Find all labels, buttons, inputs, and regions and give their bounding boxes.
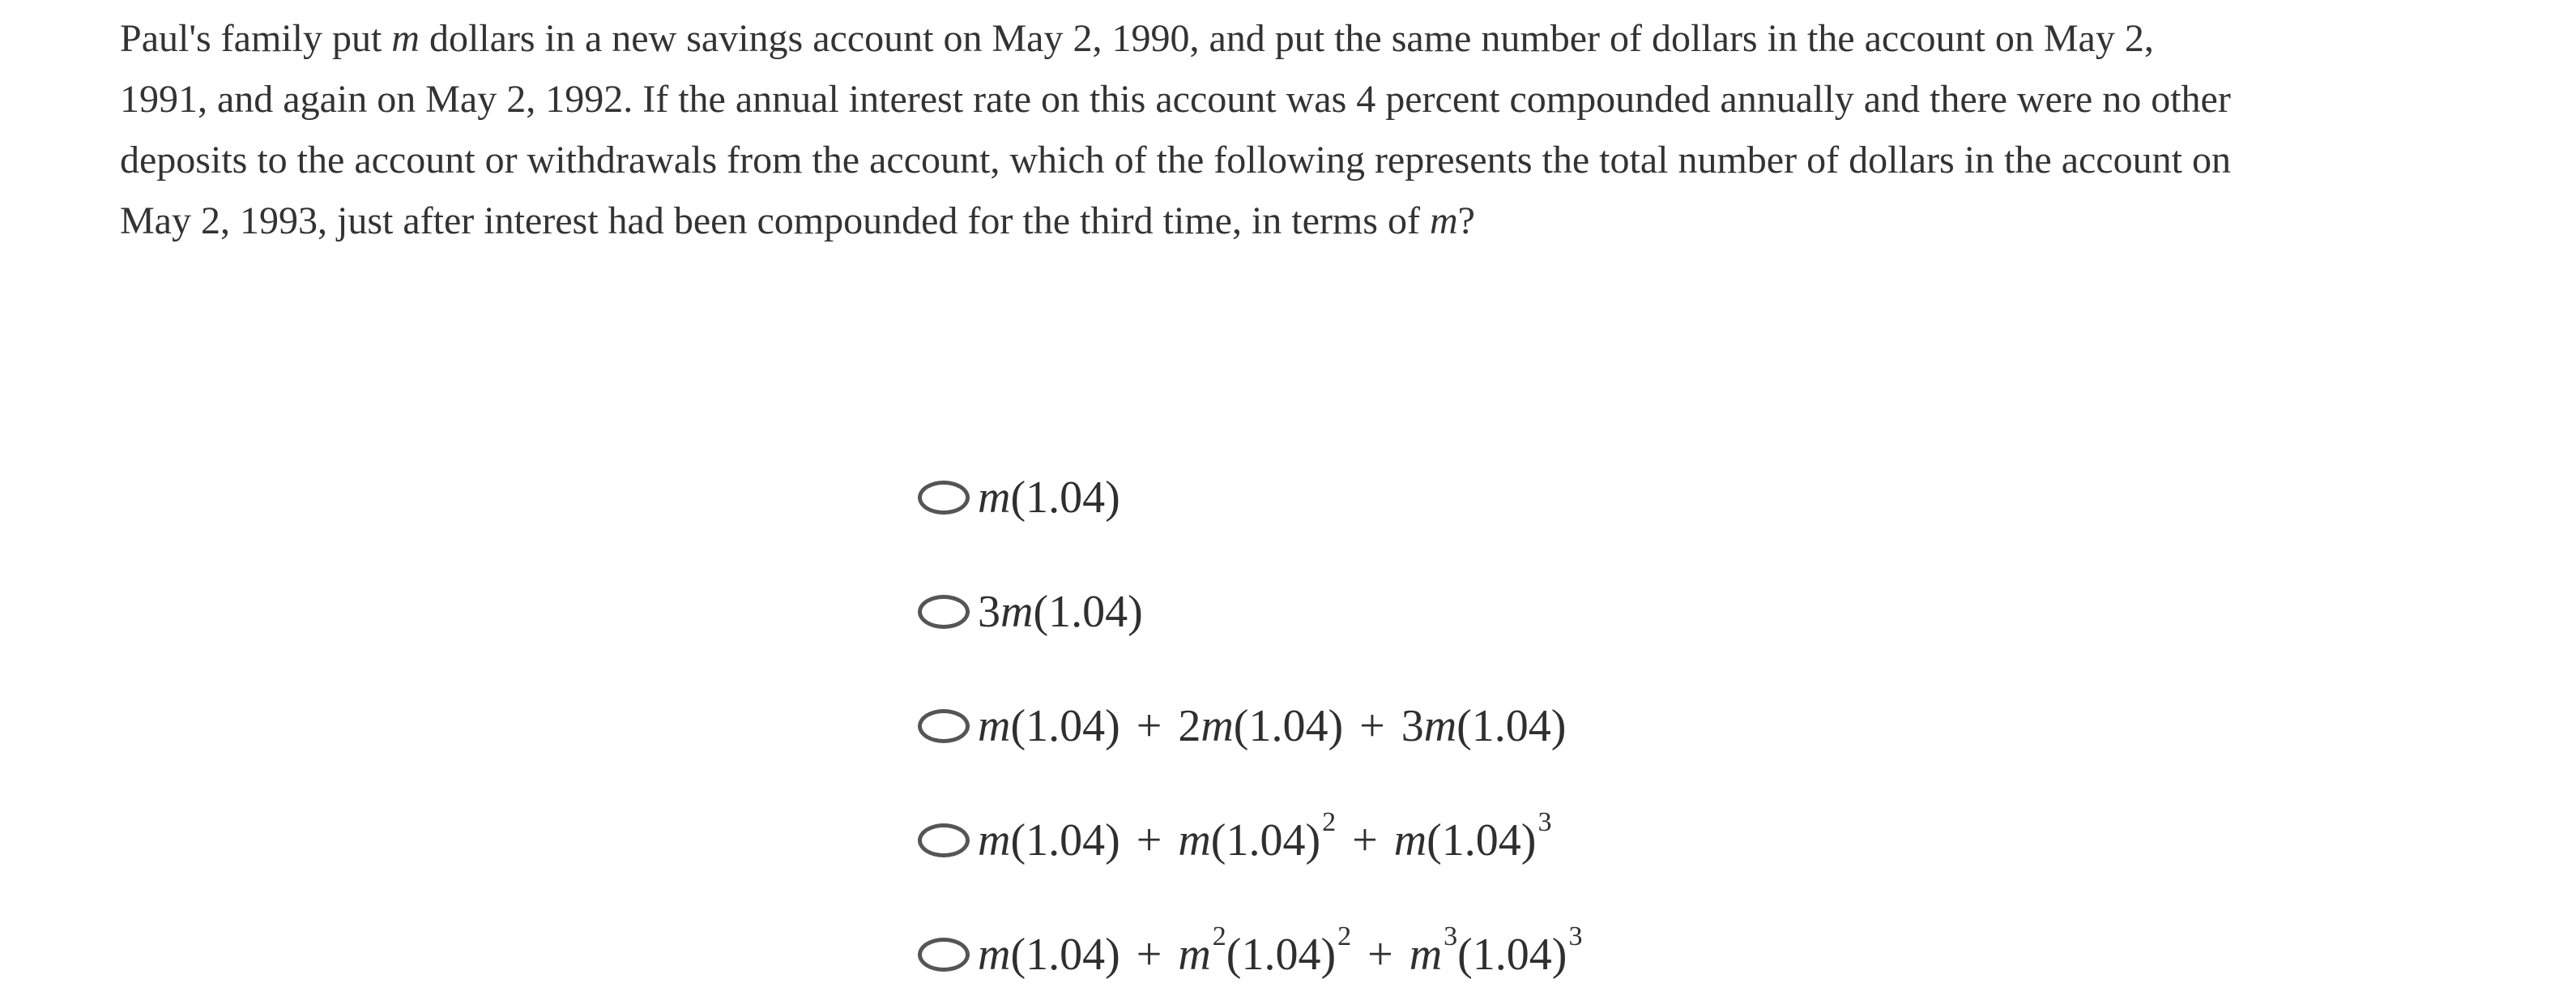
- radio-button-icon[interactable]: [918, 595, 970, 629]
- answer-option-2[interactable]: [918, 583, 1582, 641]
- option-expression-5: $m(1.04) + m^2(1.04)^2 + m^3(1.04)^3$: [978, 921, 1583, 980]
- radio-button-icon[interactable]: [918, 823, 970, 857]
- answer-option-1[interactable]: [918, 468, 1582, 527]
- question-line-3: deposits to the account or withdrawals from the account, which of the following represents the total number of dollars in the account on: [120, 139, 2231, 182]
- question-text: [120, 8, 2518, 251]
- answer-option-4[interactable]: [918, 807, 1582, 870]
- question-line-4: May 2, 1993, just after interest had been compounded for the third time, in terms of m?: [120, 199, 1475, 242]
- radio-button-icon[interactable]: [918, 938, 970, 972]
- option-expression-2: 3m(1.04): [978, 587, 1143, 637]
- answer-option-3[interactable]: [918, 697, 1582, 755]
- question-line-1: Paul's family put m dollars in a new savings account on May 2, 1990, and put the same number of dollars in the account on May 2,: [120, 17, 2154, 60]
- option-expression-3: m(1.04) + 2m(1.04) + 3m(1.04): [978, 701, 1567, 751]
- answer-options: [918, 468, 1582, 996]
- option-expression-4: $m(1.04) + m(1.04)^2 + m(1.04)^3$: [978, 807, 1552, 866]
- question-line-2: 1991, and again on May 2, 1992. If the annual interest rate on this account was 4 percent compounded annually and there were no other: [120, 78, 2231, 121]
- radio-button-icon[interactable]: [918, 481, 970, 515]
- option-expression-1: m(1.04): [978, 472, 1120, 523]
- answer-option-5[interactable]: [918, 921, 1583, 984]
- radio-button-icon[interactable]: [918, 709, 970, 743]
